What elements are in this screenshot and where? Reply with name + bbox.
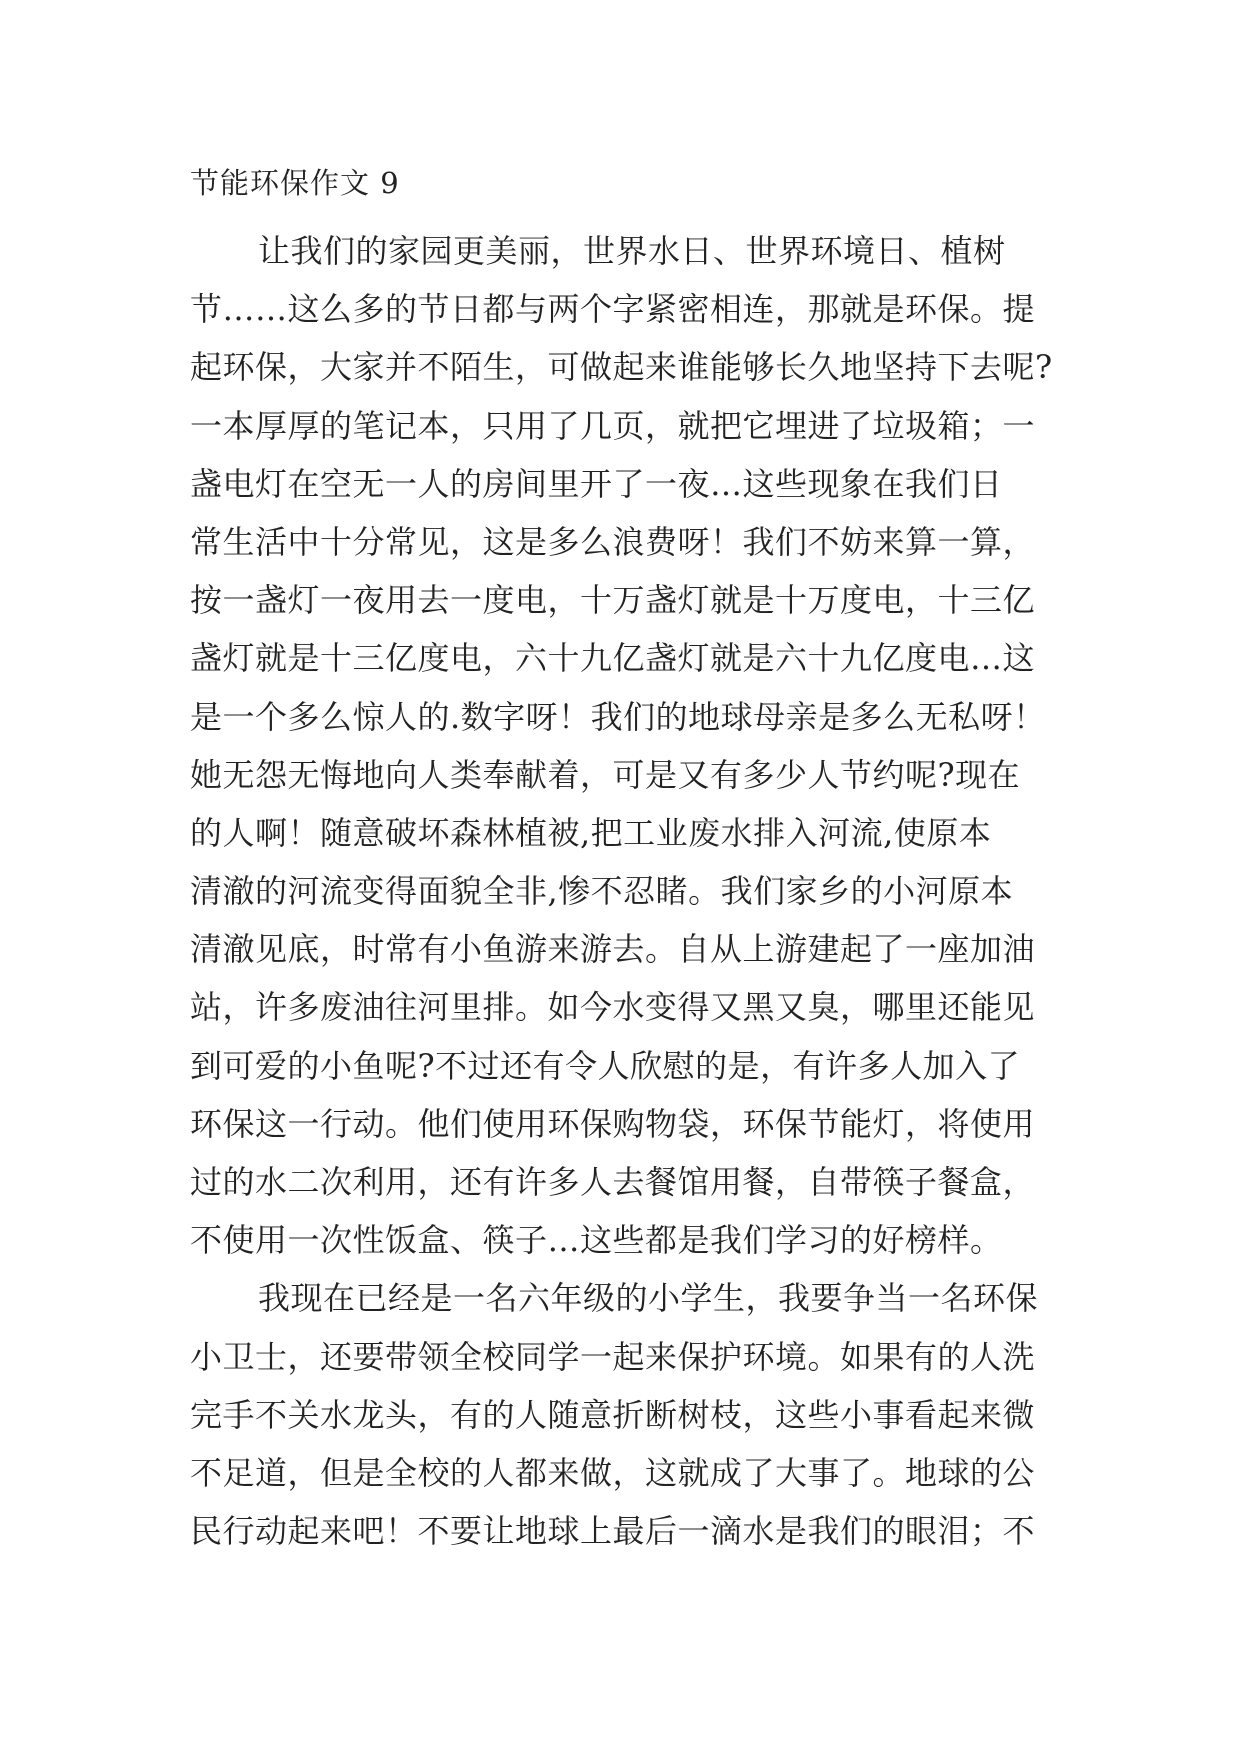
body-line: 过的水二次利用，还有许多人去餐馆用餐，自带筷子餐盒，: [190, 1163, 1036, 1201]
body-line: 起环保，大家并不陌生，可做起来谁能够长久地坚持下去呢?: [190, 348, 1053, 387]
body-line: 的人啊！随意破坏森林植被,把工业废水排入河流,使原本: [190, 813, 992, 852]
body-line: 民行动起来吧！不要让地球上最后一滴水是我们的眼泪；不: [190, 1512, 1036, 1551]
body-line: 是一个多么惊人的.数字呀！我们的地球母亲是多么无私呀！: [190, 697, 1046, 736]
body-line: 我现在已经是一名六年级的小学生，我要争当一名环保: [258, 1279, 1039, 1318]
body-line: 不足道，但是全校的人都来做，这就成了大事了。地球的公: [190, 1453, 1036, 1492]
body-line: 盏灯就是十三亿度电，六十九亿盏灯就是六十九亿度电…这: [190, 639, 1036, 678]
body-line: 站，许多废油往河里排。如今水变得又黑又臭，哪里还能见: [190, 988, 1036, 1027]
body-line: 完手不关水龙头，有的人随意折断树枝，这些小事看起来微: [190, 1395, 1036, 1434]
body-line: 一本厚厚的笔记本，只用了几页，就把它埋进了垃圾箱；一: [190, 406, 1036, 445]
body-line: 让我们的家园更美丽，世界水日、世界环境日、植树: [258, 232, 1006, 270]
essay-title: 节能环保作文 9: [190, 166, 400, 200]
body-line: 她无怨无悔地向人类奉献着，可是又有多少人节约呢?现在: [190, 755, 1021, 794]
body-line: 清澈见底，时常有小鱼游来游去。自从上游建起了一座加油: [190, 930, 1036, 969]
body-line: 环保这一行动。他们使用环保购物袋，环保节能灯，将使用: [190, 1104, 1036, 1143]
body-line: 清澈的河流变得面貌全非,惨不忍睹。我们家乡的小河原本: [190, 872, 1014, 911]
essay-body: [190, 222, 1070, 1560]
body-line: 节……这么多的节日都与两个字紧密相连，那就是环保。提: [190, 290, 1036, 329]
body-line: 小卫士，还要带领全校同学一起来保护环境。如果有的人洗: [190, 1337, 1036, 1376]
body-line: 不使用一次性饭盒、筷子…这些都是我们学习的好榜样。: [190, 1221, 1003, 1260]
body-line: 常生活中十分常见，这是多么浪费呀！我们不妨来算一算，: [190, 522, 1036, 561]
body-line: 到可爱的小鱼呢?不过还有令人欣慰的是，有许多人加入了: [190, 1046, 1021, 1085]
body-line: 盏电灯在空无一人的房间里开了一夜…这些现象在我们日: [190, 464, 1003, 503]
body-line: 按一盏灯一夜用去一度电，十万盏灯就是十万度电，十三亿: [190, 581, 1036, 620]
